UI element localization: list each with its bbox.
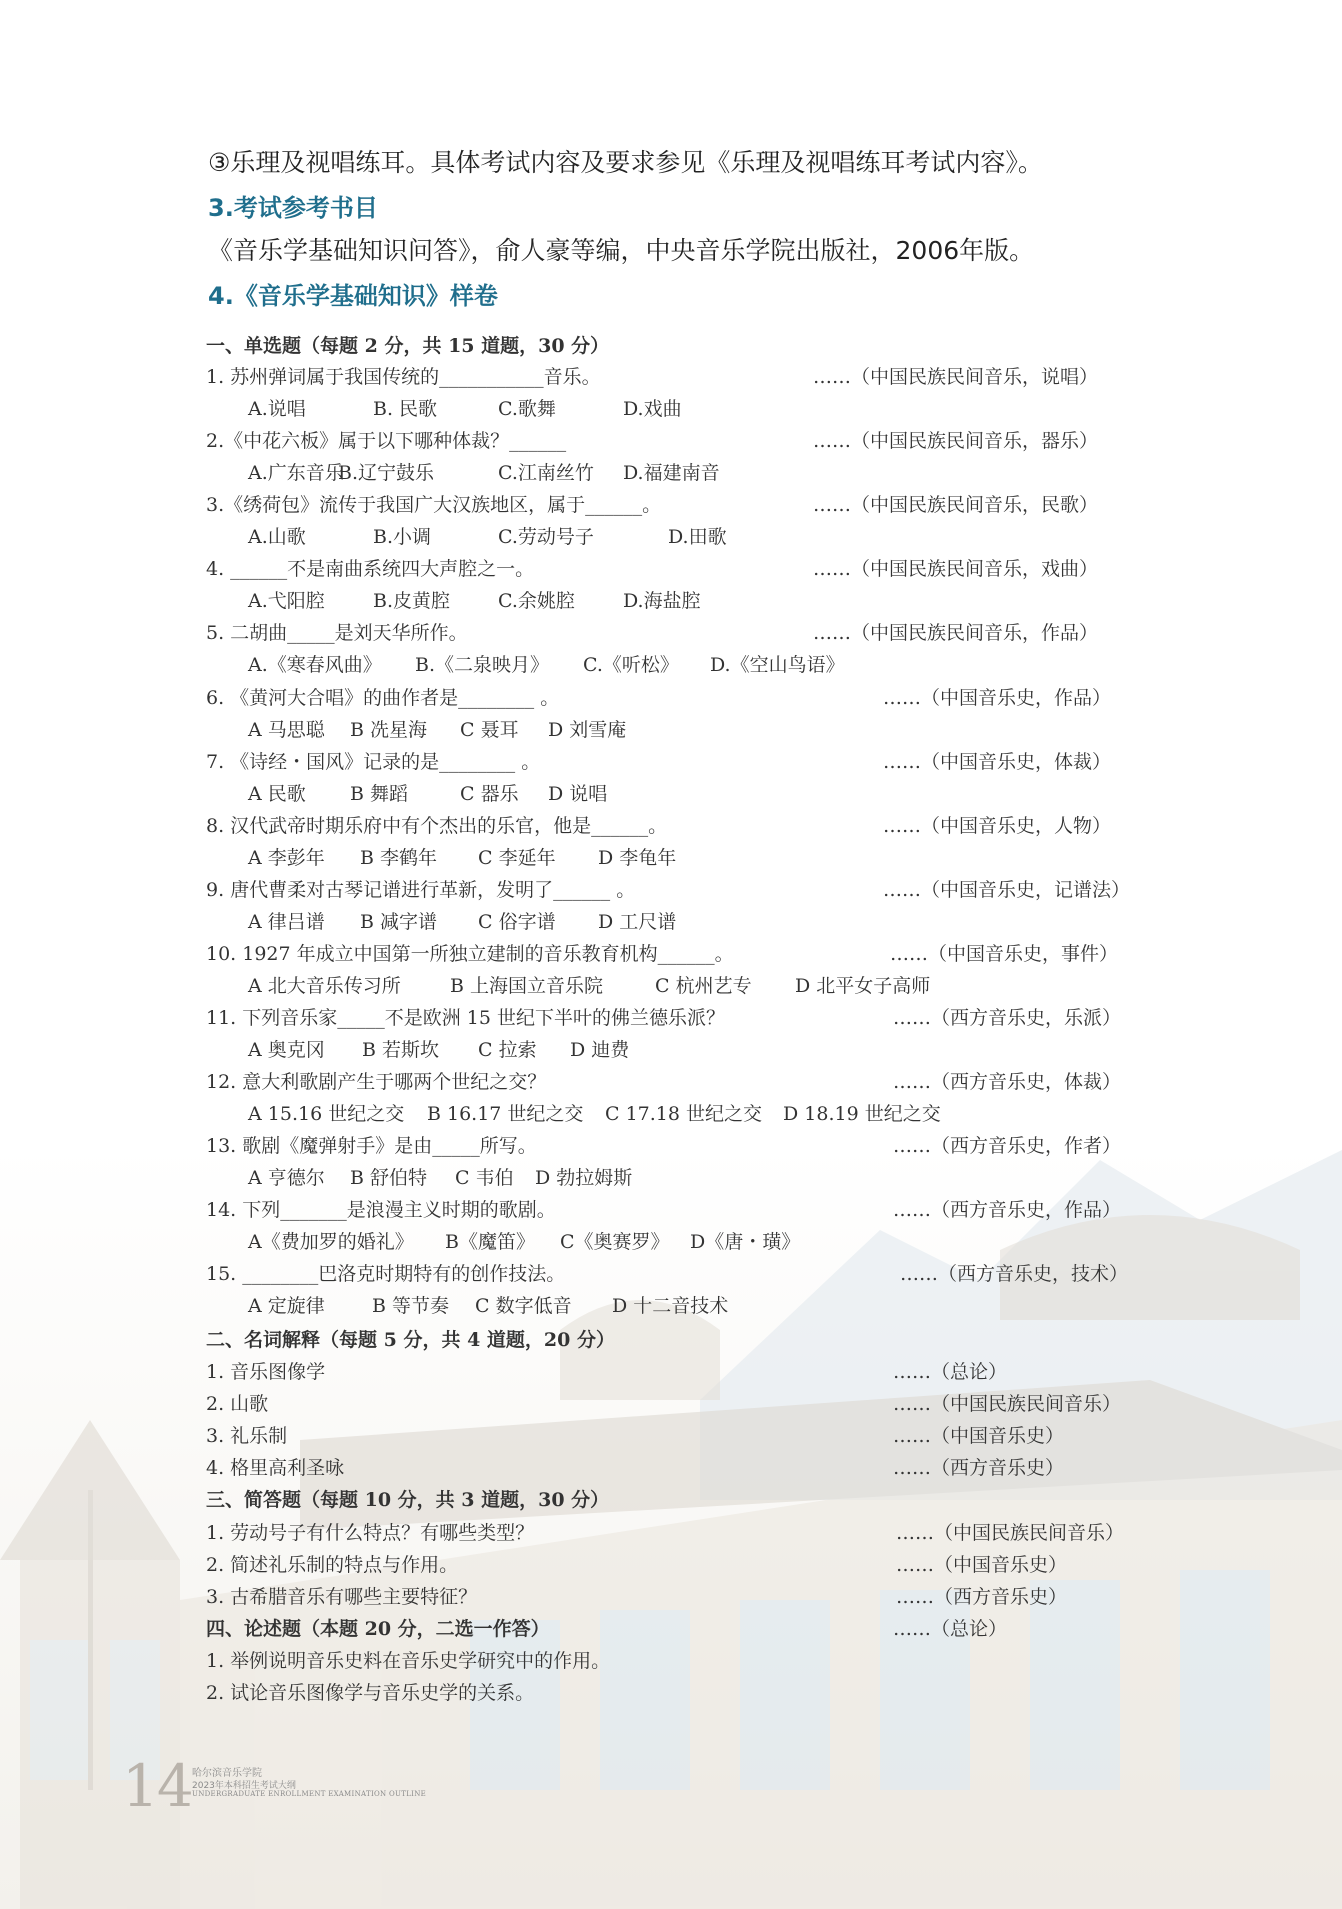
- answer-option: B 等节奏: [372, 1295, 450, 1318]
- question-category-tag: ……（西方音乐史，作者）: [893, 1135, 1122, 1158]
- question-category-tag: ……（西方音乐史，乐派）: [893, 1007, 1122, 1029]
- answer-option: C.江南丝竹: [498, 462, 594, 485]
- answer-option: D 勃拉姆斯: [535, 1167, 633, 1190]
- question-category-tag: ……（中国民族民间音乐，民歌）: [813, 494, 1099, 517]
- answer-option: B 减字谱: [360, 910, 438, 933]
- question-text: 2.《中花六板》属于以下哪种体裁？______: [206, 430, 567, 453]
- answer-option: D 李龟年: [598, 846, 677, 869]
- answer-option: D.《空山鸟语》: [710, 654, 845, 677]
- section-title-essay: 四、论述题（本题 20 分，二选一作答）: [206, 1618, 550, 1640]
- question-category-tag: ……（中国音乐史，作品）: [883, 686, 1112, 709]
- answer-option: D 18.19 世纪之交: [783, 1103, 941, 1126]
- essay-question: 2. 试论音乐图像学与音乐史学的关系。: [206, 1682, 535, 1704]
- heading-sample-paper: 4.《音乐学基础知识》样卷: [208, 282, 498, 310]
- answer-option: C 数字低音: [475, 1295, 572, 1318]
- question-category-tag: ……（中国民族民间音乐，戏曲）: [813, 558, 1099, 581]
- short-answer-category-tag: ……（中国音乐史）: [896, 1554, 1068, 1576]
- answer-option: A.山歌: [248, 526, 306, 549]
- question-text: 3.《绣荷包》流传于我国广大汉族地区，属于______。: [206, 494, 662, 517]
- answer-option: B.《二泉映月》: [415, 654, 550, 677]
- answer-option: C.《听松》: [583, 654, 679, 677]
- question-text: 15. ________巴洛克时期特有的创作技法。: [206, 1263, 566, 1286]
- answer-option: D.海盐腔: [623, 590, 701, 613]
- question-category-tag: ……（中国民族民间音乐，作品）: [813, 622, 1099, 645]
- term-item: 3. 礼乐制: [206, 1425, 288, 1447]
- question-category-tag: ……（中国民族民间音乐，器乐）: [813, 430, 1099, 453]
- answer-option: B.皮黄腔: [373, 590, 451, 613]
- answer-option: D.田歌: [668, 526, 727, 549]
- question-text: 4. ______不是南曲系统四大声腔之一。: [206, 558, 535, 581]
- answer-option: D 刘雪庵: [548, 718, 627, 741]
- question-text: 14. 下列_______是浪漫主义时期的歌剧。: [206, 1199, 556, 1222]
- answer-option: A《费加罗的婚礼》: [248, 1231, 414, 1254]
- essay-question: 1. 举例说明音乐史料在音乐史学研究中的作用。: [206, 1650, 611, 1672]
- question-category-tag: ……（西方音乐史，作品）: [893, 1199, 1122, 1222]
- answer-option: D 工尺谱: [598, 910, 677, 933]
- answer-option: B 16.17 世纪之交: [427, 1103, 584, 1126]
- term-category-tag: ……（中国音乐史）: [893, 1425, 1065, 1447]
- essay-category-tag: ……（总论）: [893, 1618, 1008, 1640]
- answer-option: B.小调: [373, 526, 432, 549]
- answer-option: D 十二音技术: [612, 1295, 729, 1318]
- question-category-tag: ……（中国音乐史，事件）: [890, 942, 1119, 965]
- answer-option: C.劳动号子: [498, 526, 594, 549]
- question-category-tag: ……（中国音乐史，记谱法）: [883, 878, 1131, 901]
- short-answer-item: 1. 劳动号子有什么特点？有哪些类型？: [206, 1522, 535, 1544]
- question-category-tag: ……（中国民族民间音乐，说唱）: [813, 366, 1099, 388]
- term-item: 2. 山歌: [206, 1393, 269, 1415]
- outline-title-en: UNDERGRADUATE ENROLLMENT EXAMINATION OUTLINE: [192, 1790, 427, 1798]
- answer-option: C.歌舞: [498, 398, 556, 420]
- answer-option: D 北平女子高师: [795, 974, 931, 997]
- answer-option: A 民歌: [248, 782, 306, 805]
- answer-option: A.说唱: [248, 398, 306, 420]
- school-name: 哈尔滨音乐学院: [192, 1768, 262, 1779]
- answer-option: A.弋阳腔: [248, 590, 325, 613]
- answer-option: A 北大音乐传习所: [248, 974, 401, 997]
- section-title-term-explanation: 二、名词解释（每题 5 分，共 4 道题，20 分）: [206, 1329, 615, 1351]
- answer-option: C 俗字谱: [478, 910, 556, 933]
- answer-option: C 聂耳: [460, 718, 519, 741]
- answer-option: B 舒伯特: [350, 1167, 428, 1190]
- short-answer-item: 2. 简述礼乐制的特点与作用。: [206, 1554, 459, 1576]
- answer-option: A 马思聪: [248, 718, 325, 741]
- outline-title-cn: 2023年本科招生考试大纲: [192, 1781, 296, 1791]
- answer-option: B 冼星海: [350, 718, 428, 741]
- answer-option: A 律吕谱: [248, 910, 325, 933]
- section-title-short-answer: 三、简答题（每题 10 分，共 3 道题，30 分）: [206, 1489, 610, 1511]
- question-category-tag: ……（西方音乐史，技术）: [900, 1263, 1129, 1286]
- short-answer-category-tag: ……（中国民族民间音乐）: [896, 1522, 1125, 1544]
- page-number: 14: [122, 1752, 192, 1820]
- term-item: 4. 格里高利圣咏: [206, 1457, 345, 1479]
- heading-reference-books: 3.考试参考书目: [208, 194, 378, 222]
- answer-option: B 若斯坎: [362, 1039, 440, 1061]
- answer-option: D《唐・璜》: [690, 1231, 801, 1254]
- answer-option: A 15.16 世纪之交: [248, 1103, 405, 1126]
- answer-option: A 奥克冈: [248, 1039, 325, 1061]
- term-category-tag: ……（中国民族民间音乐）: [893, 1393, 1122, 1415]
- question-text: 11. 下列音乐家_____不是欧洲 15 世纪下半叶的佛兰德乐派？: [206, 1007, 726, 1029]
- section-title-single-choice: 一、单选题（每题 2 分，共 15 道题，30 分）: [206, 335, 610, 357]
- question-text: 12. 意大利歌剧产生于哪两个世纪之交？: [206, 1071, 547, 1094]
- reference-book: 《音乐学基础知识问答》，俞人豪等编，中央音乐学院出版社，2006年版。: [208, 236, 1035, 265]
- answer-option: D.福建南音: [623, 462, 720, 485]
- answer-option: A 定旋律: [248, 1295, 325, 1318]
- answer-option: B 舞蹈: [350, 782, 409, 805]
- question-category-tag: ……（中国音乐史，体裁）: [883, 750, 1112, 773]
- question-category-tag: ……（西方音乐史，体裁）: [893, 1071, 1122, 1094]
- question-text: 7. 《诗经・国风》记录的是________ 。: [206, 750, 541, 773]
- answer-option: B. 民歌: [373, 398, 438, 420]
- answer-option: A.《寒春风曲》: [248, 654, 382, 677]
- answer-option: A 李彭年: [248, 846, 325, 869]
- answer-option: A 亨德尔: [248, 1167, 325, 1190]
- question-text: 8. 汉代武帝时期乐府中有个杰出的乐官，他是______。: [206, 814, 668, 837]
- answer-option: C 拉索: [478, 1039, 537, 1061]
- answer-option: D 说唱: [548, 782, 608, 805]
- answer-option: B.辽宁鼓乐: [338, 462, 435, 485]
- question-text: 6. 《黄河大合唱》的曲作者是________ 。: [206, 686, 560, 709]
- question-text: 5. 二胡曲_____是刘天华所作。: [206, 622, 468, 645]
- answer-option: C 杭州艺专: [655, 974, 752, 997]
- answer-option: C 李延年: [478, 846, 556, 869]
- answer-option: C 器乐: [460, 782, 519, 805]
- intro-line: ③乐理及视唱练耳。具体考试内容及要求参见《乐理及视唱练耳考试内容》。: [208, 148, 1043, 177]
- question-text: 1. 苏州弹词属于我国传统的___________音乐。: [206, 366, 601, 388]
- term-item: 1. 音乐图像学: [206, 1361, 326, 1383]
- answer-option: B《魔笛》: [445, 1231, 535, 1254]
- answer-option: C 韦伯: [455, 1167, 514, 1190]
- answer-option: C.余姚腔: [498, 590, 575, 613]
- question-text: 9. 唐代曹柔对古琴记谱进行革新，发明了______ 。: [206, 878, 636, 901]
- answer-option: B 李鹤年: [360, 846, 438, 869]
- term-category-tag: ……（总论）: [893, 1361, 1008, 1383]
- question-text: 10. 1927 年成立中国第一所独立建制的音乐教育机构______。: [206, 942, 734, 965]
- answer-option: D.戏曲: [623, 398, 682, 420]
- question-category-tag: ……（中国音乐史，人物）: [883, 814, 1112, 837]
- answer-option: C 17.18 世纪之交: [605, 1103, 763, 1126]
- question-text: 13. 歌剧《魔弹射手》是由_____所写。: [206, 1135, 537, 1158]
- answer-option: C《奥赛罗》: [560, 1231, 670, 1254]
- answer-option: A.广东音乐: [248, 462, 344, 485]
- term-category-tag: ……（西方音乐史）: [893, 1457, 1065, 1479]
- short-answer-item: 3. 古希腊音乐有哪些主要特征？: [206, 1586, 478, 1608]
- short-answer-category-tag: ……（西方音乐史）: [896, 1586, 1068, 1608]
- answer-option: D 迪费: [570, 1039, 630, 1061]
- answer-option: B 上海国立音乐院: [450, 974, 604, 997]
